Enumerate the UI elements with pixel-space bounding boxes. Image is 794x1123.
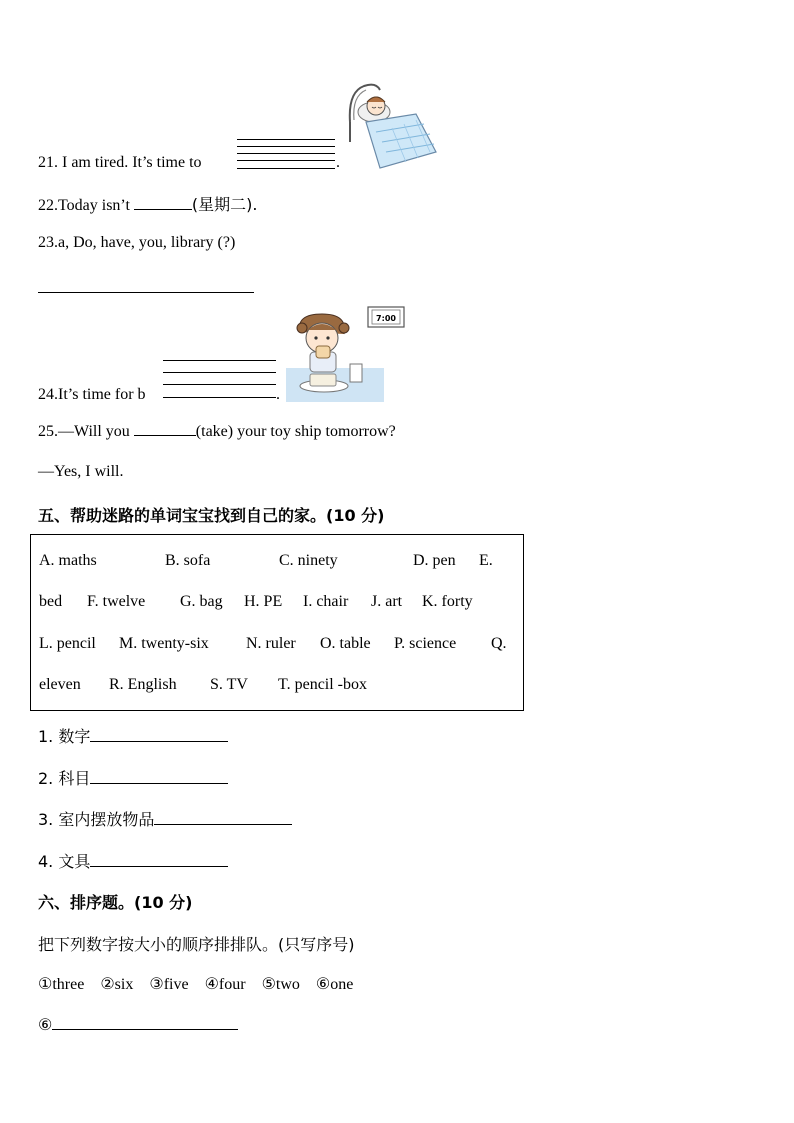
category-answer-blank[interactable]	[154, 810, 292, 825]
word-item: E.	[479, 552, 493, 569]
section-6-title: 六、排序题。(10 分)	[38, 893, 193, 912]
word-item: P. science	[394, 635, 457, 652]
category-3	[38, 807, 292, 830]
word-item: eleven	[39, 676, 81, 693]
category-label: 4. 文具	[38, 852, 91, 871]
word-item: N. ruler	[246, 635, 296, 652]
word-item: R. English	[109, 676, 177, 693]
word-item: F. twelve	[87, 593, 146, 610]
ordering-answer-blank[interactable]	[52, 1015, 238, 1030]
ordering-answer	[38, 1015, 238, 1035]
number-item: ⑤two	[261, 976, 300, 993]
category-answer-blank[interactable]	[90, 769, 228, 784]
section-5-title: 五、帮助迷路的单词宝宝找到自己的家。(10 分)	[38, 506, 385, 525]
answer-blank-25[interactable]	[134, 421, 196, 436]
question-23	[38, 234, 235, 252]
sleeping-girl-illustration	[346, 82, 438, 170]
word-item: T. pencil -box	[278, 676, 368, 693]
word-item: S. TV	[210, 676, 248, 693]
category-answer-blank[interactable]	[90, 852, 228, 867]
word-bank-box	[30, 534, 524, 711]
breakfast-girl-illustration	[286, 306, 408, 402]
category-4	[38, 849, 228, 872]
question-21	[38, 154, 202, 172]
answer-line-23[interactable]	[38, 292, 254, 293]
question-25	[38, 421, 396, 441]
category-label: 2. 科目	[38, 769, 91, 788]
answer-blank-22[interactable]	[134, 195, 192, 210]
number-items	[38, 974, 353, 994]
question-23-text: 23.a, Do, have, you, library	[38, 234, 214, 251]
number-item: ②six	[100, 976, 134, 993]
question-24	[38, 386, 146, 404]
word-item: C. ninety	[279, 552, 338, 569]
question-25-hint: (take) your toy ship tomorrow?	[195, 423, 396, 440]
question-25-text: 25.—Will you	[38, 423, 130, 440]
category-2	[38, 766, 228, 789]
word-item: A. maths	[39, 552, 97, 569]
word-item: L. pencil	[39, 635, 96, 652]
category-label: 3. 室内摆放物品	[38, 810, 155, 829]
category-label: 1. 数字	[38, 727, 91, 746]
word-item: Q.	[491, 635, 507, 652]
question-23-hint: (?)	[217, 234, 236, 251]
question-22-text: 22.Today isn’t	[38, 197, 130, 214]
word-item: O. table	[320, 635, 371, 652]
word-item: H. PE	[244, 593, 283, 610]
question-24-text: 24.It’s time for b	[38, 386, 146, 403]
word-item: B. sofa	[165, 552, 211, 569]
word-item: K. forty	[422, 593, 473, 610]
number-item: ④four	[204, 976, 246, 993]
question-22-hint: (星期二).	[191, 195, 258, 214]
question-24-end: .	[276, 386, 280, 403]
number-item: ①three	[38, 976, 85, 993]
category-1	[38, 724, 228, 747]
word-item: D. pen	[413, 552, 456, 569]
question-21-text: 21. I am tired. It’s time to	[38, 154, 202, 171]
ordering-answer-start: ⑥	[38, 1017, 53, 1034]
question-25-answer: —Yes, I will.	[38, 463, 124, 480]
word-item: G. bag	[180, 593, 223, 610]
category-answer-blank[interactable]	[90, 727, 228, 742]
word-item: I. chair	[303, 593, 349, 610]
clock-label: 7:00	[376, 314, 396, 323]
question-22	[38, 192, 258, 215]
word-item: M. twenty-six	[119, 635, 209, 652]
word-item: bed	[39, 593, 63, 610]
word-item: J. art	[371, 593, 403, 610]
number-item: ③five	[149, 976, 189, 993]
question-21-end: .	[336, 154, 340, 171]
section-6-instruction: 把下列数字按大小的顺序排排队。(只写序号)	[38, 935, 355, 954]
number-item: ⑥one	[315, 976, 354, 993]
